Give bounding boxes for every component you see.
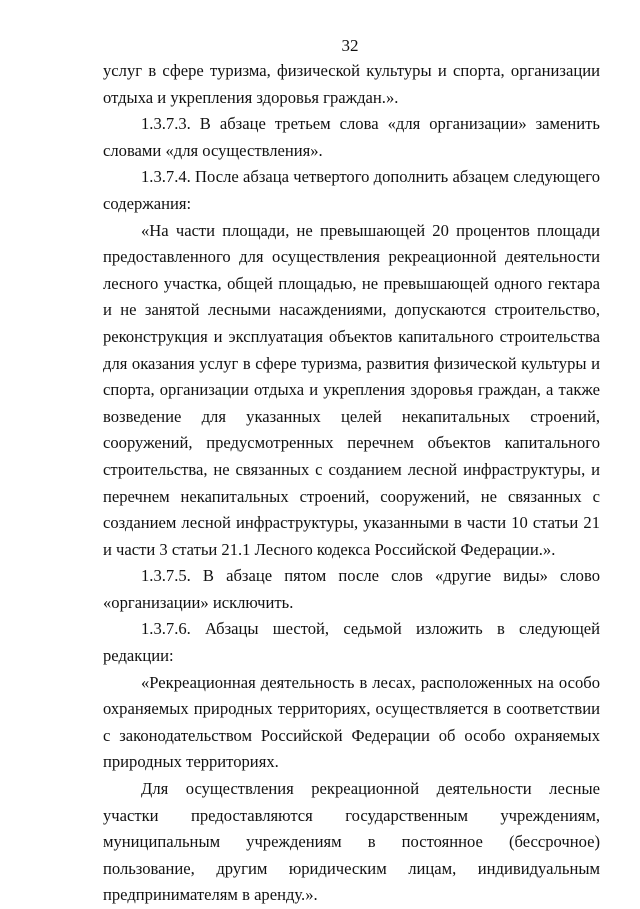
paragraph-1-3-7-6: 1.3.7.6. Абзацы шестой, седьмой изложить в следующей редакции:: [103, 619, 600, 666]
paragraph-1-3-7-3: 1.3.7.3. В абзаце третьем слова «для организации» заменить словами «для осуществления».: [103, 114, 600, 160]
page-number: 32: [341, 36, 359, 55]
paragraph-quoted-insertion: «На части площади, не превышающей 20 процентов площади предоставленного для осуществления рекреационной деятельности лесного участка, общей площадью, не превышающей одного гектара и не занятой лесными насаждениями, допускаются строительство, реконструкция и эксплуатация объектов капитального строительства для оказания услуг в сфере туризма, развития физической культуры и спорта, организации отдыха и укрепления здоровья граждан, а также возведение для указанных целей некапитальных строений, сооружений, предусмотренных перечнем объектов капитального строительства, не связанных с созданием лесной инфраструктуры, и перечнем некапитальных строений, сооружений, не связанных с созданием лесной инфраструктуры, указанными в части 10 статьи 21 и части 3 статьи 21.1 Лесного кодекса Российской Федерации.».: [103, 220, 600, 559]
paragraph-continuation: услуг в сфере туризма, физической культуры и спорта, организации отдыха и укрепления здоровья граждан.».: [103, 61, 600, 107]
document-body: [103, 58, 600, 909]
paragraph-quoted-land-plots: Для осуществления рекреационной деятельности лесные участки предоставляются государственным учреждениям, муниципальным учреждениям в постоянное (бессрочное) пользование, другим юридическим лицам, индивидуальным предпринимателям в аренду.».: [103, 779, 600, 905]
paragraph-1-3-7-4: 1.3.7.4. После абзаца четвертого дополнить абзацем следующего содержания:: [103, 167, 600, 213]
paragraph-quoted-recreation: «Рекреационная деятельность в лесах, расположенных на особо охраняемых природных территориях, осуществляется в соответствии с законодательством Российской Федерации об особо охраняемых природных территориях.: [103, 672, 600, 772]
paragraph-1-3-7-5: 1.3.7.5. В абзаце пятом после слов «другие виды» слово «организации» исключить.: [103, 566, 600, 612]
